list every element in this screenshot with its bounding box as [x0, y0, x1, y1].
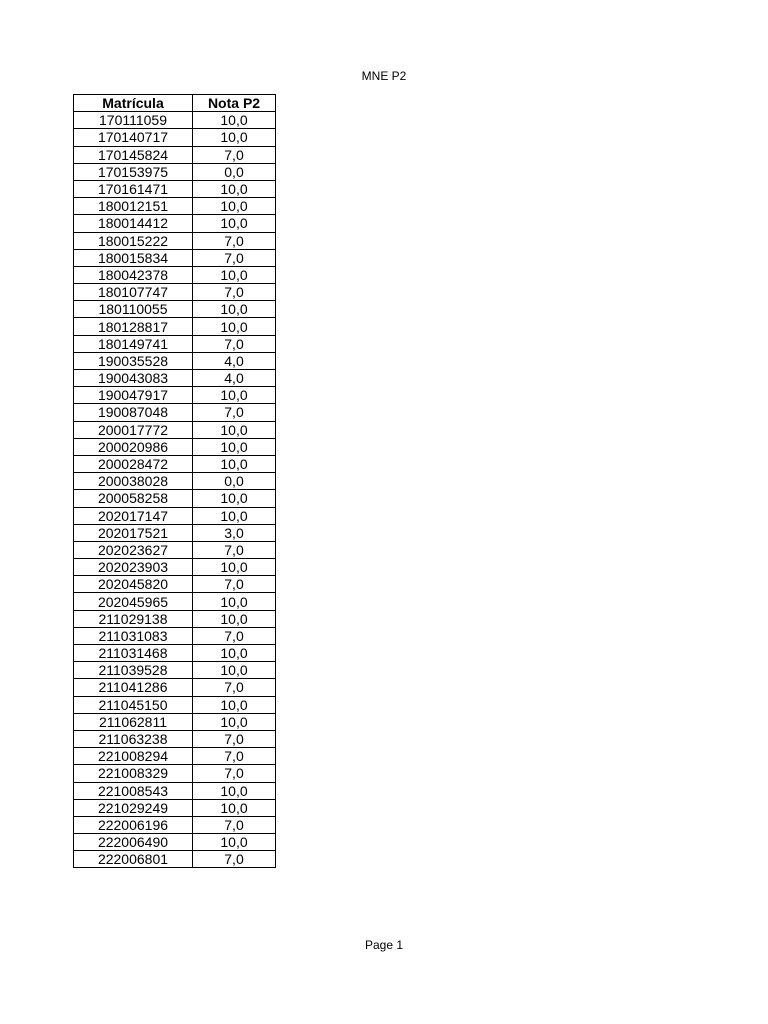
table-row: [74, 576, 276, 593]
cell-matricula: 200017772: [74, 421, 193, 438]
cell-nota: 7,0: [193, 284, 276, 301]
cell-matricula: 211063238: [74, 730, 193, 747]
table-row: [74, 679, 276, 696]
cell-nota: 3,0: [193, 524, 276, 541]
cell-nota: 0,0: [193, 473, 276, 490]
cell-matricula: 202023903: [74, 559, 193, 576]
cell-nota: 7,0: [193, 816, 276, 833]
cell-nota: 10,0: [193, 318, 276, 335]
cell-matricula: 221008329: [74, 765, 193, 782]
table-row: [74, 593, 276, 610]
cell-matricula: 202017147: [74, 507, 193, 524]
table-row: [74, 112, 276, 129]
cell-matricula: 180107747: [74, 284, 193, 301]
cell-nota: 7,0: [193, 541, 276, 558]
cell-matricula: 180012151: [74, 198, 193, 215]
table-row: [74, 421, 276, 438]
table-row: [74, 180, 276, 197]
table-row: [74, 610, 276, 627]
cell-matricula: 190087048: [74, 404, 193, 421]
table-row: [74, 645, 276, 662]
cell-matricula: 180014412: [74, 215, 193, 232]
table-row: [74, 352, 276, 369]
table-row: [74, 662, 276, 679]
table-row: [74, 490, 276, 507]
cell-nota: 10,0: [193, 112, 276, 129]
cell-nota: 10,0: [193, 713, 276, 730]
cell-nota: 10,0: [193, 198, 276, 215]
cell-nota: 4,0: [193, 352, 276, 369]
cell-nota: 10,0: [193, 645, 276, 662]
cell-matricula: 190047917: [74, 387, 193, 404]
cell-matricula: 221008543: [74, 782, 193, 799]
cell-nota: 7,0: [193, 146, 276, 163]
cell-matricula: 180149741: [74, 335, 193, 352]
cell-nota: 7,0: [193, 765, 276, 782]
cell-nota: 10,0: [193, 799, 276, 816]
cell-nota: 10,0: [193, 301, 276, 318]
cell-matricula: 170140717: [74, 129, 193, 146]
cell-nota: 10,0: [193, 180, 276, 197]
cell-nota: 7,0: [193, 576, 276, 593]
cell-nota: 10,0: [193, 266, 276, 283]
table-header-row: [74, 95, 276, 112]
table-row: [74, 318, 276, 335]
cell-nota: 10,0: [193, 696, 276, 713]
page-footer: Page 1: [364, 938, 404, 952]
table-row: [74, 387, 276, 404]
cell-nota: 10,0: [193, 662, 276, 679]
cell-nota: 7,0: [193, 335, 276, 352]
cell-nota: 0,0: [193, 163, 276, 180]
table-row: [74, 249, 276, 266]
table-row: [74, 851, 276, 868]
cell-matricula: 222006490: [74, 834, 193, 851]
cell-nota: 10,0: [193, 421, 276, 438]
table-row: [74, 438, 276, 455]
table-row: [74, 455, 276, 472]
table-row: [74, 335, 276, 352]
cell-matricula: 211045150: [74, 696, 193, 713]
table-row: [74, 266, 276, 283]
table-row: [74, 146, 276, 163]
cell-matricula: 170145824: [74, 146, 193, 163]
cell-nota: 7,0: [193, 249, 276, 266]
table-row: [74, 524, 276, 541]
cell-matricula: 170161471: [74, 180, 193, 197]
table-row: [74, 799, 276, 816]
cell-matricula: 180110055: [74, 301, 193, 318]
table-row: [74, 541, 276, 558]
table-row: [74, 163, 276, 180]
table-row: [74, 816, 276, 833]
table-row: [74, 559, 276, 576]
cell-matricula: 190035528: [74, 352, 193, 369]
cell-matricula: 200020986: [74, 438, 193, 455]
column-header-matricula: Matrícula: [74, 95, 193, 112]
table-row: [74, 215, 276, 232]
cell-matricula: 190043083: [74, 370, 193, 387]
table-row: [74, 765, 276, 782]
cell-matricula: 202045965: [74, 593, 193, 610]
cell-matricula: 211062811: [74, 713, 193, 730]
cell-nota: 10,0: [193, 610, 276, 627]
cell-matricula: 200038028: [74, 473, 193, 490]
cell-nota: 4,0: [193, 370, 276, 387]
cell-nota: 7,0: [193, 851, 276, 868]
table-row: [74, 301, 276, 318]
cell-matricula: 222006801: [74, 851, 193, 868]
cell-nota: 10,0: [193, 834, 276, 851]
cell-nota: 10,0: [193, 387, 276, 404]
cell-matricula: 211039528: [74, 662, 193, 679]
cell-matricula: 202045820: [74, 576, 193, 593]
cell-nota: 10,0: [193, 215, 276, 232]
cell-matricula: 180015222: [74, 232, 193, 249]
table-row: [74, 473, 276, 490]
cell-matricula: 211031083: [74, 627, 193, 644]
cell-matricula: 211031468: [74, 645, 193, 662]
cell-matricula: 170111059: [74, 112, 193, 129]
cell-matricula: 221029249: [74, 799, 193, 816]
table-row: [74, 696, 276, 713]
cell-nota: 7,0: [193, 730, 276, 747]
cell-matricula: 211029138: [74, 610, 193, 627]
table-row: [74, 730, 276, 747]
cell-nota: 7,0: [193, 748, 276, 765]
cell-nota: 10,0: [193, 455, 276, 472]
table-body: [74, 112, 276, 868]
cell-nota: 10,0: [193, 782, 276, 799]
column-header-nota: Nota P2: [193, 95, 276, 112]
cell-matricula: 180015834: [74, 249, 193, 266]
cell-matricula: 221008294: [74, 748, 193, 765]
cell-matricula: 222006196: [74, 816, 193, 833]
cell-nota: 7,0: [193, 404, 276, 421]
table-row: [74, 748, 276, 765]
table-row: [74, 782, 276, 799]
cell-matricula: 180042378: [74, 266, 193, 283]
cell-matricula: 202017521: [74, 524, 193, 541]
cell-matricula: 200058258: [74, 490, 193, 507]
cell-nota: 10,0: [193, 129, 276, 146]
table-row: [74, 404, 276, 421]
table-row: [74, 198, 276, 215]
cell-nota: 10,0: [193, 490, 276, 507]
cell-matricula: 211041286: [74, 679, 193, 696]
cell-nota: 10,0: [193, 438, 276, 455]
table-row: [74, 627, 276, 644]
cell-nota: 7,0: [193, 679, 276, 696]
page-header: MNE P2: [361, 69, 407, 83]
cell-nota: 10,0: [193, 593, 276, 610]
grades-table: [73, 94, 276, 868]
cell-nota: 7,0: [193, 627, 276, 644]
table-row: [74, 713, 276, 730]
table-row: [74, 129, 276, 146]
cell-nota: 10,0: [193, 559, 276, 576]
table-row: [74, 370, 276, 387]
cell-matricula: 170153975: [74, 163, 193, 180]
cell-matricula: 180128817: [74, 318, 193, 335]
cell-nota: 7,0: [193, 232, 276, 249]
cell-matricula: 202023627: [74, 541, 193, 558]
table-row: [74, 284, 276, 301]
table-row: [74, 507, 276, 524]
table-row: [74, 834, 276, 851]
table-row: [74, 232, 276, 249]
cell-matricula: 200028472: [74, 455, 193, 472]
cell-nota: 10,0: [193, 507, 276, 524]
